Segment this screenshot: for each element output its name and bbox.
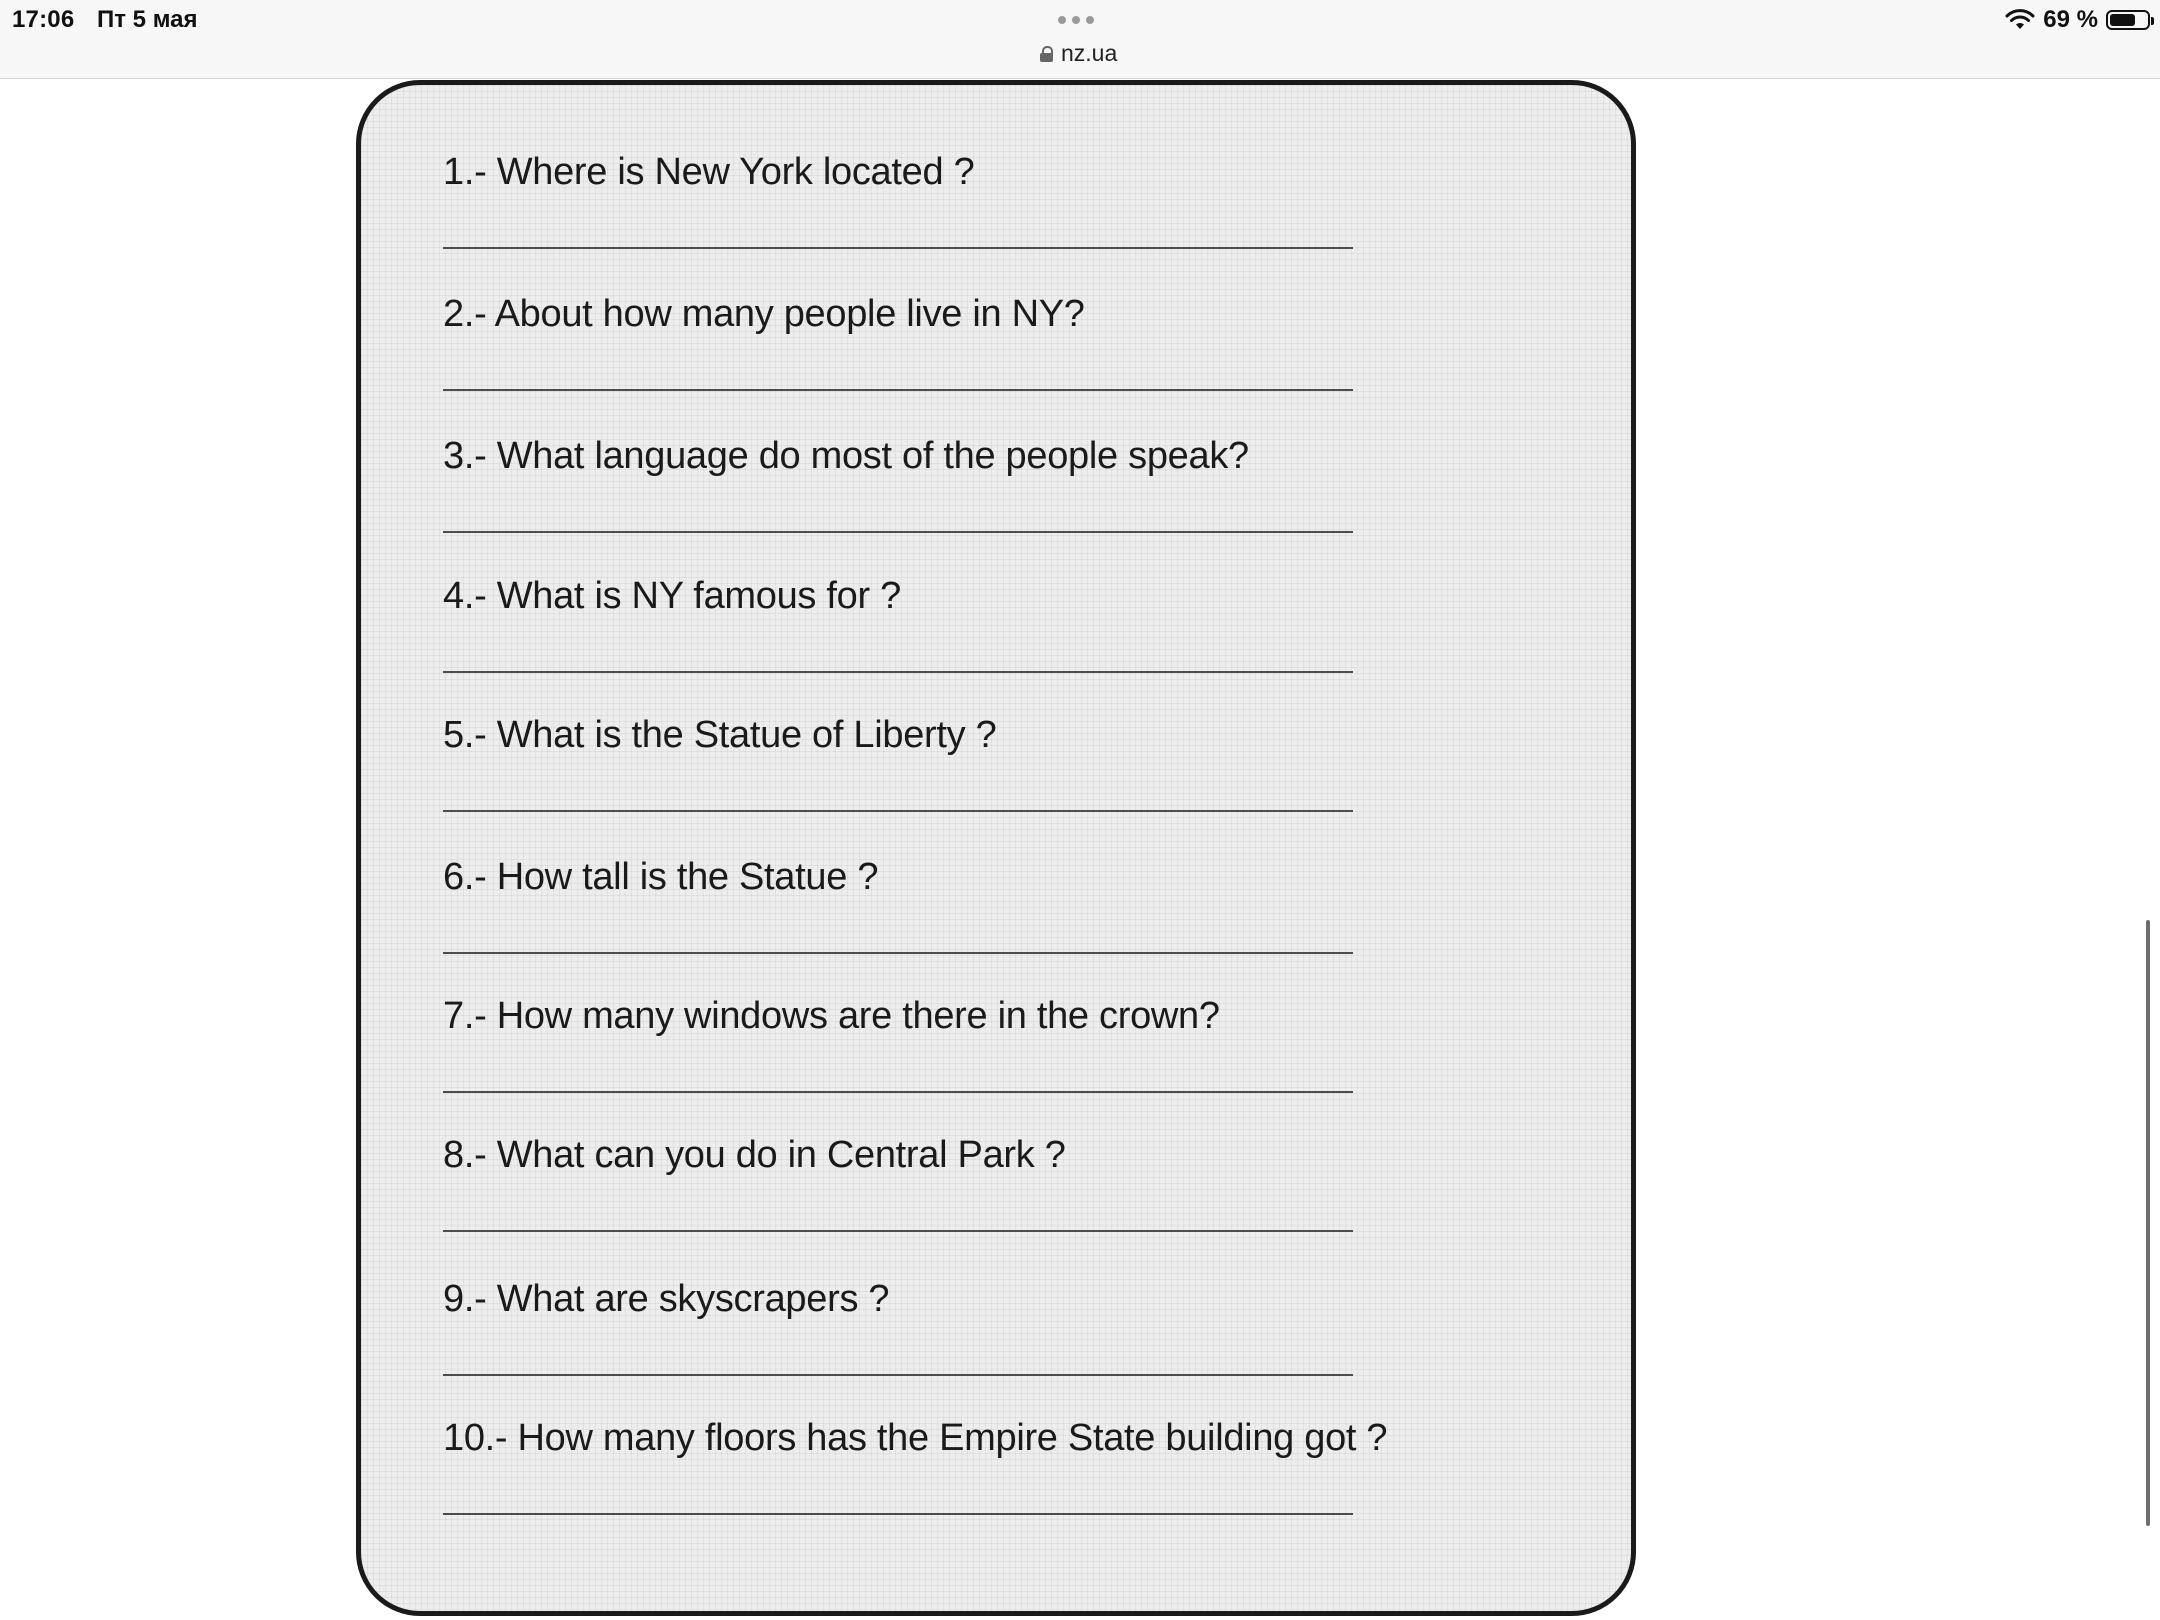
wifi-icon (2005, 9, 2035, 31)
answer-line (443, 952, 1353, 954)
question-item (443, 435, 1543, 478)
question-item (443, 995, 1543, 1038)
status-right (2005, 6, 2150, 34)
status-time: 17:06 (12, 6, 75, 33)
question-text: 9.- What are skyscrapers ? (443, 1278, 890, 1320)
question-item (443, 575, 1543, 618)
more-dots-icon[interactable] (1058, 16, 1094, 24)
question-item (443, 1278, 1543, 1321)
answer-line (443, 247, 1353, 249)
lock-icon (1040, 46, 1053, 62)
answer-line (443, 1230, 1353, 1232)
question-text: 1.- Where is New York located ? (443, 151, 975, 193)
question-item (443, 293, 1543, 336)
battery-level (2110, 14, 2135, 26)
question-item (443, 856, 1543, 899)
question-text: 8.- What can you do in Central Park ? (443, 1134, 1066, 1176)
status-date: Пт 5 мая (97, 6, 198, 33)
question-text: 4.- What is NY famous for ? (443, 575, 901, 617)
question-text: 5.- What is the Statue of Liberty ? (443, 714, 997, 756)
question-item (443, 714, 1543, 757)
url-text: nz.ua (1061, 40, 1118, 66)
question-item (443, 151, 1543, 194)
question-text: 7.- How many windows are there in the crown? (443, 995, 1220, 1037)
question-item (443, 1134, 1543, 1177)
answer-line (443, 389, 1353, 391)
browser-top-bar (0, 0, 2160, 79)
address-bar[interactable] (1040, 40, 1117, 67)
worksheet-card (356, 80, 1636, 1616)
answer-line (443, 531, 1353, 533)
answer-line (443, 1091, 1353, 1093)
question-text: 2.- About how many people live in NY? (443, 293, 1085, 335)
battery-percent: 69 % (2043, 6, 2098, 33)
battery-icon (2106, 10, 2150, 30)
question-text: 3.- What language do most of the people speak? (443, 435, 1249, 477)
answer-line (443, 671, 1353, 673)
question-item (443, 1417, 1543, 1460)
answer-line (443, 810, 1353, 812)
question-text: 6.- How tall is the Statue ? (443, 856, 879, 898)
answer-line (443, 1374, 1353, 1376)
answer-line (443, 1513, 1353, 1515)
question-text: 10.- How many floors has the Empire State building got ? (443, 1417, 1388, 1459)
scrollbar[interactable] (2146, 920, 2150, 1526)
